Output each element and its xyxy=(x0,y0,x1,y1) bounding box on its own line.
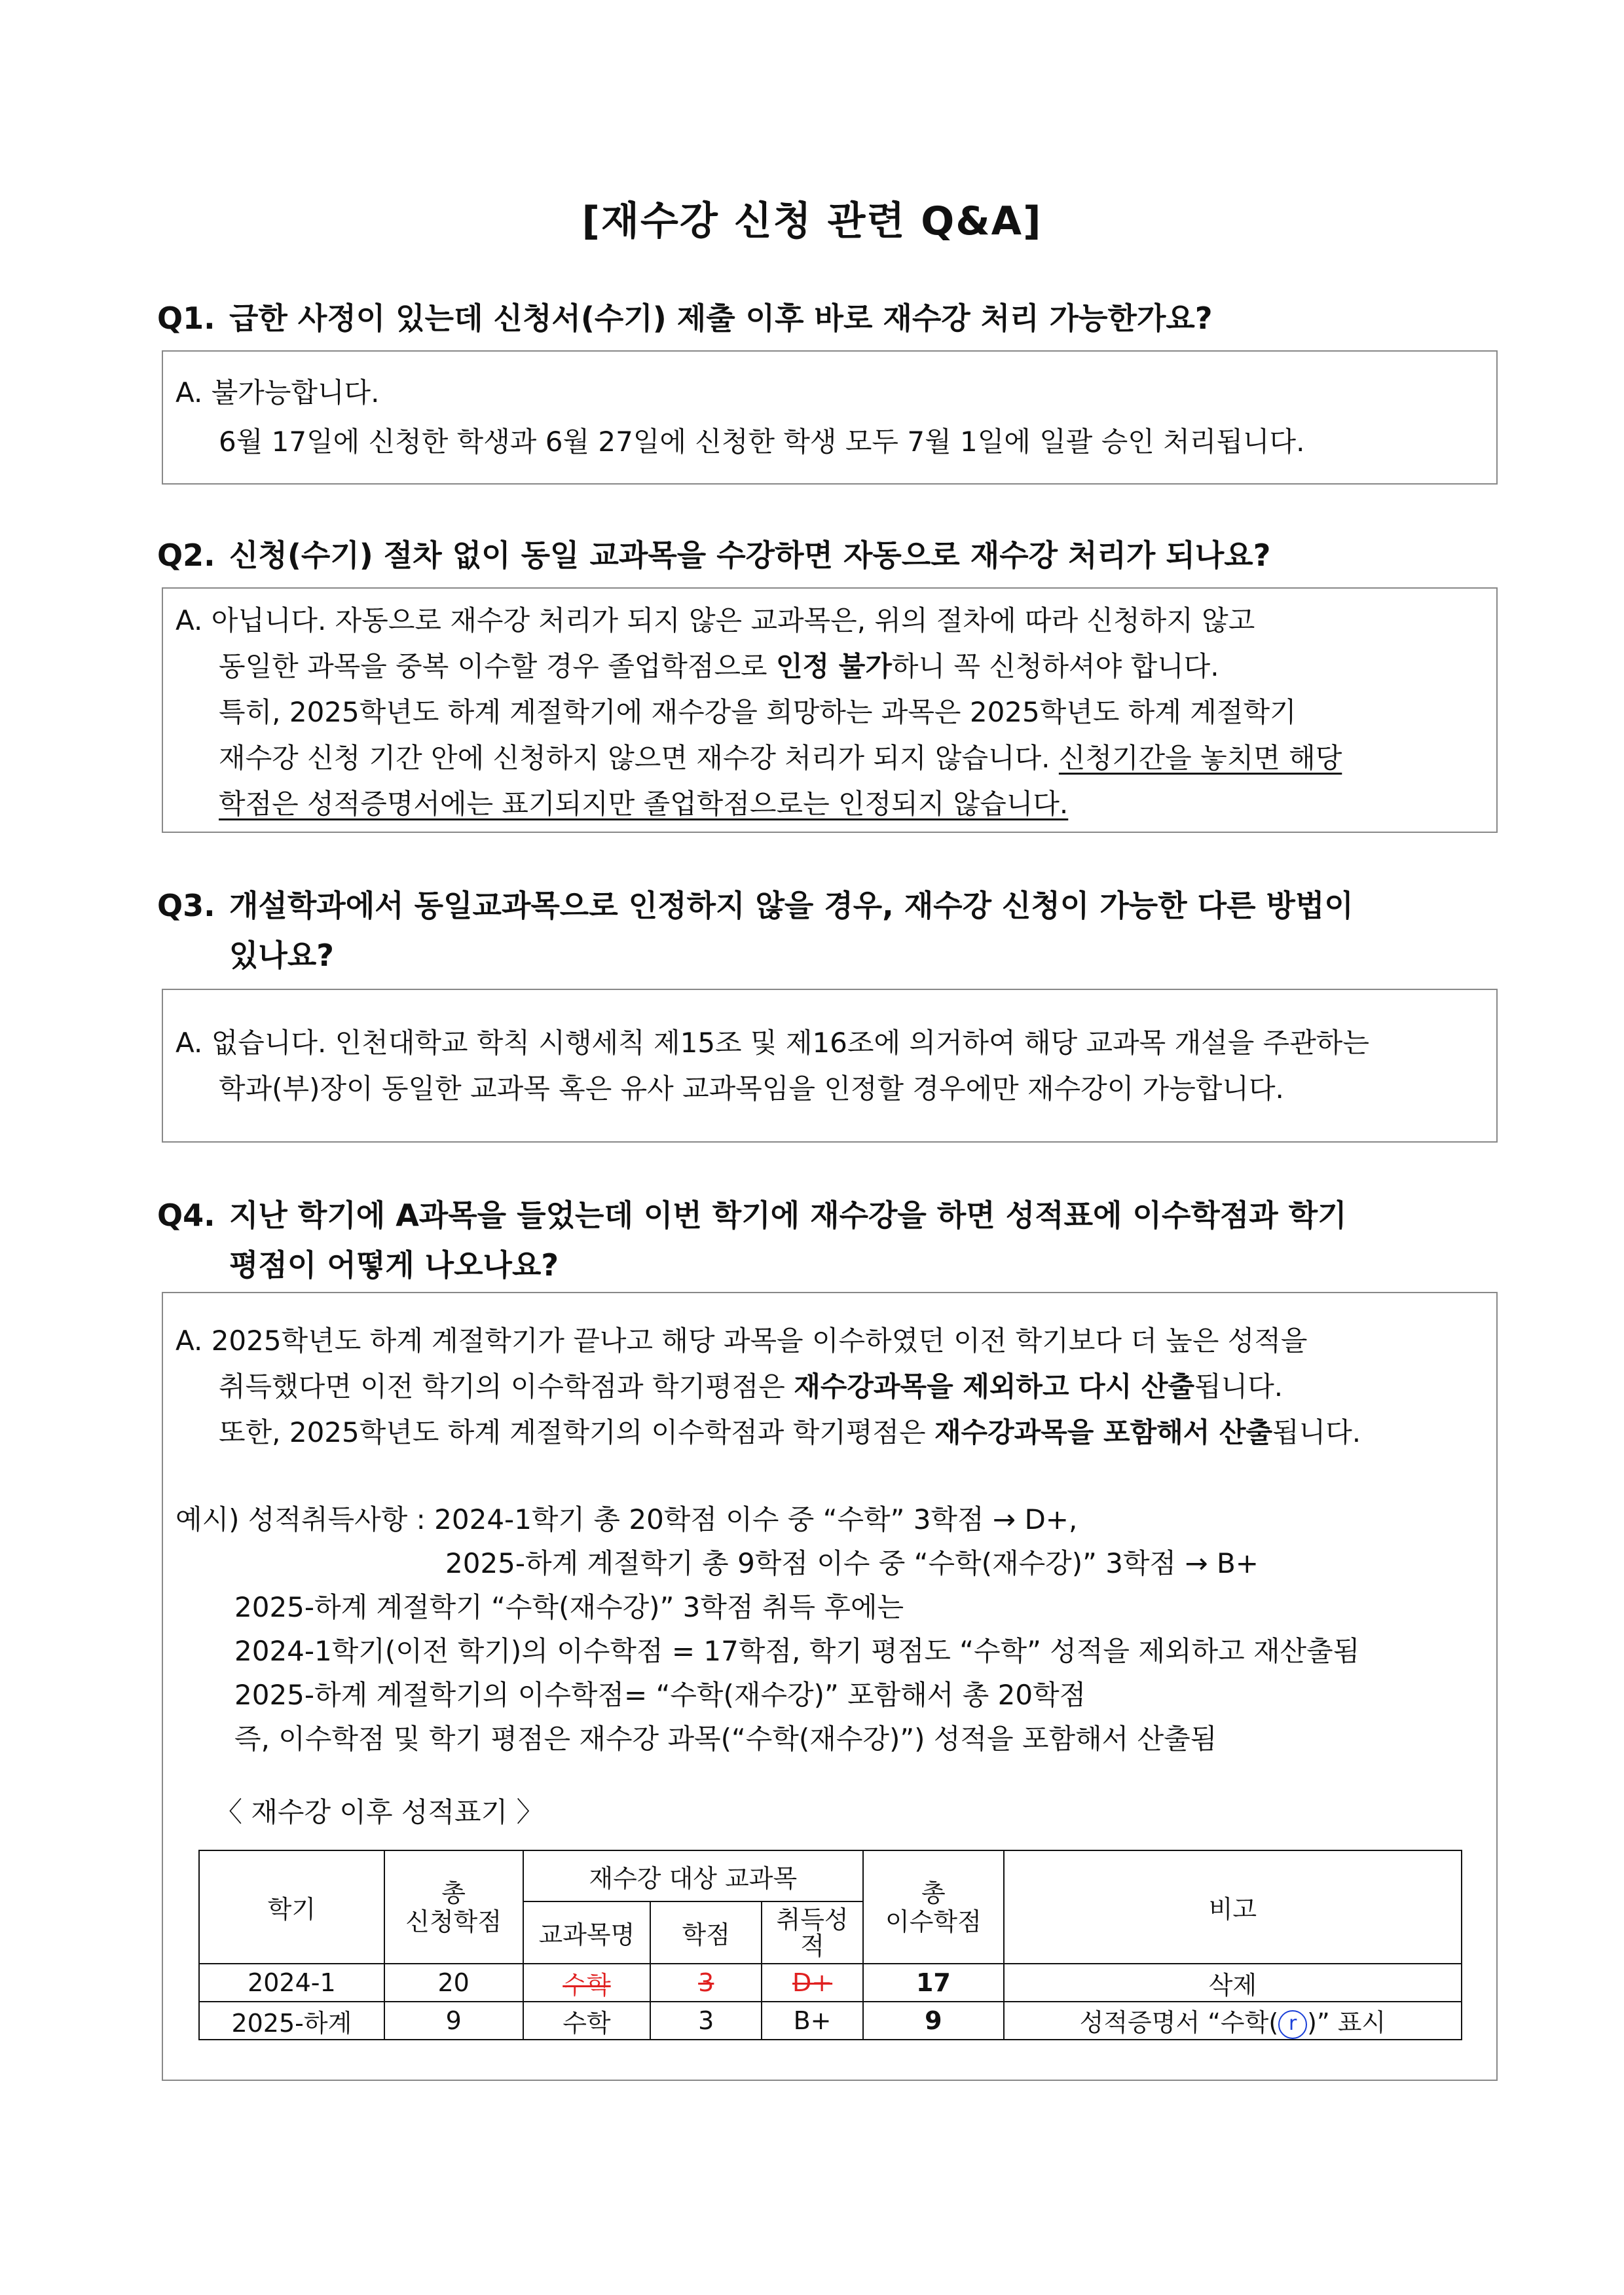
question-text: 급한 사정이 있는데 신청서(수기) 제출 이후 바로 재수강 처리 가능한가요? xyxy=(229,301,1213,336)
question-2 xyxy=(157,530,1506,580)
emphasis-not-accepted: 인정 불가 xyxy=(775,650,892,682)
question-4 xyxy=(157,1190,1506,1290)
answer-2-line-2: 동일한 과목을 중복 이수할 경우 졸업학점으로 인정 불가하니 꼭 신청하셔야 합니다. xyxy=(219,650,1219,682)
question-number: Q4. xyxy=(157,1198,215,1233)
header-credit: 학점 xyxy=(650,1901,762,1964)
underlined-warning: 학점은 성적증명서에는 표기되지만 졸업학점으로는 인정되지 않습니다. xyxy=(219,788,1069,820)
question-text-1: 지난 학기에 A과목을 들었는데 이번 학기에 재수강을 하면 성적표에 이수학점과 학기 xyxy=(229,1198,1347,1233)
question-number: Q2. xyxy=(157,538,215,573)
example-line-3: 2025-하계 계절학기 “수학(재수강)” 3학점 취득 후에는 xyxy=(234,1591,904,1623)
answer-2-line-3: 특히, 2025학년도 하계 계절학기에 재수강을 희망하는 과목은 2025학년도 하계 계절학기 xyxy=(219,696,1297,728)
cell-course: 수학 xyxy=(523,1964,651,2002)
answer-box-3 xyxy=(162,989,1498,1143)
cell-applied: 9 xyxy=(384,2002,523,2040)
answer-4-line-2: 취득했다면 이전 학기의 이수학점과 학기평점은 재수강과목을 제외하고 다시 산출됩니다. xyxy=(219,1370,1283,1403)
cell-grade: B+ xyxy=(762,2002,863,2040)
example-line-4: 2024-1학기(이전 학기)의 이수학점 = 17학점, 학기 평점도 “수학” 성적을 제외하고 재산출됨 xyxy=(234,1635,1360,1667)
question-text-1: 개설학과에서 동일교과목으로 인정하지 않을 경우, 재수강 신청이 가능한 다른 방법이 xyxy=(229,888,1354,923)
question-number: Q3. xyxy=(157,888,215,923)
cell-earned: 9 xyxy=(863,2002,1004,2040)
retake-mark-icon: r xyxy=(1278,2010,1307,2039)
cell-note: 삭제 xyxy=(1004,1964,1462,2002)
cell-credit: 3 xyxy=(650,2002,762,2040)
answer-3-line-1: A. 없습니다. 인천대학교 학칙 시행세칙 제15조 및 제16조에 의거하여 해당 교과목 개설을 주관하는 xyxy=(175,1027,1369,1059)
grade-table xyxy=(198,1850,1462,2040)
header-total-earned: 총 이수학점 xyxy=(863,1850,1004,1964)
cell-grade: D+ xyxy=(762,1964,863,2002)
cell-semester: 2025-하계 xyxy=(199,2002,384,2040)
answer-box-1 xyxy=(162,350,1498,485)
header-semester: 학기 xyxy=(199,1850,384,1964)
answer-4-line-3: 또한, 2025학년도 하계 계절학기의 이수학점과 학기평점은 재수강과목을 포함해서 산출됩니다. xyxy=(219,1416,1361,1448)
table-row xyxy=(199,1964,1462,2002)
example-line-1: 예시) 성적취득사항 : 2024-1학기 총 20학점 이수 중 “수학” 3학점 → D+, xyxy=(175,1503,1078,1535)
table-row xyxy=(199,2002,1462,2040)
answer-1-line-1: A. 불가능합니다. xyxy=(175,376,380,409)
question-text-2: 평점이 어떻게 나오나요? xyxy=(229,1247,559,1283)
answer-4-line-1: A. 2025학년도 하계 계절학기가 끝나고 해당 과목을 이수하였던 이전 학기보다 더 높은 성적을 xyxy=(175,1325,1308,1357)
header-note: 비고 xyxy=(1004,1850,1462,1964)
page-title: [재수강 신청 관련 Q&A] xyxy=(581,198,1043,244)
emphasis-recalc-included: 재수강과목을 포함해서 산출 xyxy=(934,1416,1273,1448)
cell-semester: 2024-1 xyxy=(199,1964,384,2002)
question-text: 신청(수기) 절차 없이 동일 교과목을 수강하면 자동으로 재수강 처리가 되나요? xyxy=(229,538,1271,573)
question-1 xyxy=(157,293,1506,343)
answer-2-line-5 xyxy=(219,786,1068,822)
cell-credit: 3 xyxy=(650,1964,762,2002)
answer-3-line-2: 학과(부)장이 동일한 교과목 혹은 유사 교과목임을 인정할 경우에만 재수강이 가능합니다. xyxy=(219,1073,1284,1105)
example-line-2: 2025-하계 계절학기 총 9학점 이수 중 “수학(재수강)” 3학점 → B+ xyxy=(445,1547,1259,1579)
question-text-2: 있나요? xyxy=(229,938,334,973)
cell-note: 성적증명서 “수학( r )” 표시 xyxy=(1004,2002,1462,2040)
table-caption: 〈 재수강 이후 성적표기 〉 xyxy=(215,1796,544,1828)
example-line-5: 2025-하계 계절학기의 이수학점= “수학(재수강)” 포함해서 총 20학점 xyxy=(234,1679,1086,1711)
question-number: Q1. xyxy=(157,301,215,336)
header-course: 교과목명 xyxy=(523,1901,651,1964)
header-grade: 취득성 적 xyxy=(762,1901,863,1964)
emphasis-recalc-excluded: 재수강과목을 제외하고 다시 산출 xyxy=(794,1370,1195,1403)
answer-2-line-1: A. 아닙니다. 자동으로 재수강 처리가 되지 않은 교과목은, 위의 절차에 따라 신청하지 않고 xyxy=(175,604,1255,636)
answer-1-line-2: 6월 17일에 신청한 학생과 6월 27일에 신청한 학생 모두 7월 1일에 일괄 승인 처리됩니다. xyxy=(219,426,1305,458)
header-total-applied: 총 신청학점 xyxy=(384,1850,523,1964)
answer-2-line-4: 재수강 신청 기간 안에 신청하지 않으면 재수강 처리가 되지 않습니다. 신청기간을 놓치면 해당 xyxy=(219,742,1342,774)
cell-earned: 17 xyxy=(863,1964,1004,2002)
cell-course: 수학 xyxy=(523,2002,651,2040)
question-3 xyxy=(157,881,1506,980)
example-line-6: 즉, 이수학점 및 학기 평점은 재수강 과목(“수학(재수강)”) 성적을 포함해서 산출됨 xyxy=(234,1723,1217,1755)
cell-applied: 20 xyxy=(384,1964,523,2002)
underlined-warning: 신청기간을 놓치면 해당 xyxy=(1058,742,1342,774)
header-retake-target: 재수강 대상 교과목 xyxy=(523,1850,863,1901)
